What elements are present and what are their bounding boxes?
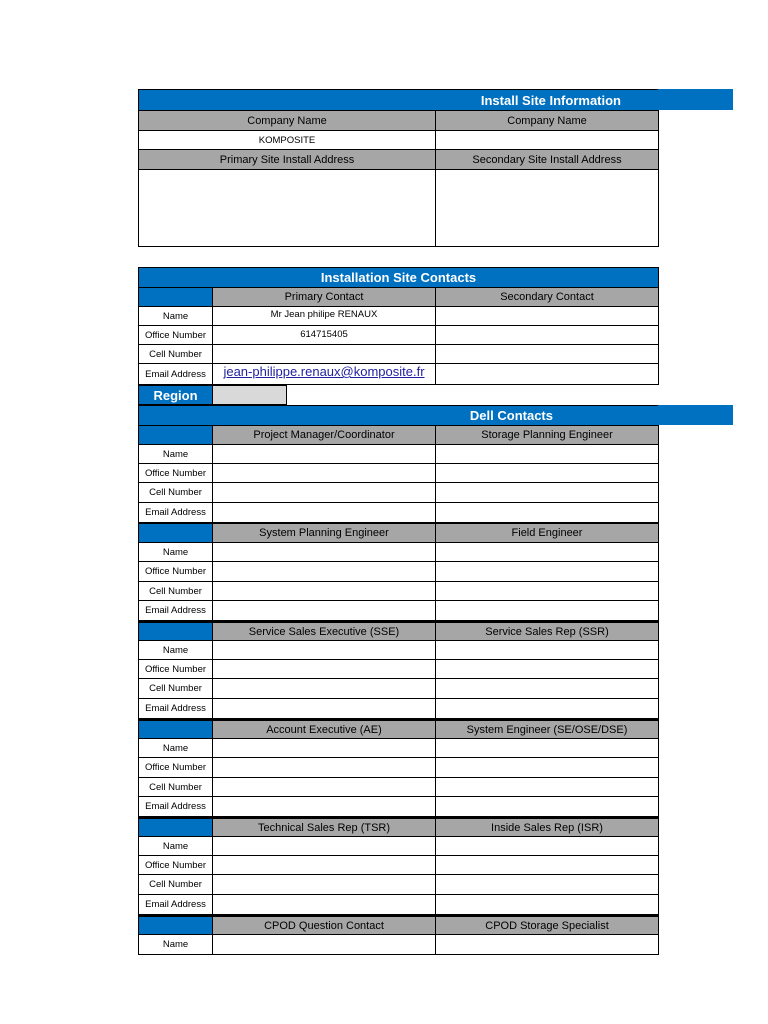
project-manager-email-field[interactable]: [212, 502, 436, 523]
primary-contact-email-field[interactable]: [212, 363, 436, 385]
isr-email-field[interactable]: [435, 894, 659, 915]
primary-contact-email-link[interactable]: jean-philippe.renaux@komposite.fr: [223, 364, 425, 379]
se-office-field[interactable]: [435, 757, 659, 778]
dell-contacts-title-extension: [658, 405, 733, 425]
secondary-contact-name-field[interactable]: [435, 306, 659, 326]
field-engineer-name-field[interactable]: [435, 542, 659, 562]
site-contacts-title: Installation Site Contacts: [320, 270, 477, 285]
site-contacts-label-name: Name: [138, 306, 213, 326]
primary-address-field[interactable]: [138, 169, 436, 247]
secondary-address-header: Secondary Site Install Address: [435, 149, 659, 170]
install-site-title-bar: [138, 89, 659, 111]
row-label-name: Name: [138, 542, 213, 562]
role-header-cpod-storage-specialist: CPOD Storage Specialist: [435, 915, 659, 935]
dell-group-corner: [138, 817, 213, 837]
tsr-office-field[interactable]: [212, 855, 436, 875]
ae-cell-field[interactable]: [212, 777, 436, 797]
field-engineer-office-field[interactable]: [435, 561, 659, 582]
field-engineer-cell-field[interactable]: [435, 581, 659, 601]
ae-office-field[interactable]: [212, 757, 436, 778]
row-label-cell: Cell Number: [138, 482, 213, 503]
row-label-office: Office Number: [138, 659, 213, 679]
primary-address-header: Primary Site Install Address: [138, 149, 436, 170]
project-manager-office-field[interactable]: [212, 463, 436, 483]
system-planning-cell-field[interactable]: [212, 581, 436, 601]
row-label-office: Office Number: [138, 757, 213, 778]
row-label-email: Email Address: [138, 600, 213, 621]
role-header-system-planning-engineer: System Planning Engineer: [212, 523, 436, 543]
isr-office-field[interactable]: [435, 855, 659, 875]
project-manager-cell-field[interactable]: [212, 482, 436, 503]
site-contacts-label-cell: Cell Number: [138, 344, 213, 364]
storage-planning-email-field[interactable]: [435, 502, 659, 523]
role-header-service-sales-rep: Service Sales Rep (SSR): [435, 621, 659, 641]
secondary-contact-header: Secondary Contact: [435, 287, 659, 307]
row-label-email: Email Address: [138, 796, 213, 817]
role-header-technical-sales-rep: Technical Sales Rep (TSR): [212, 817, 436, 837]
row-label-office: Office Number: [138, 561, 213, 582]
row-label-name: Name: [138, 934, 213, 955]
role-header-service-sales-executive: Service Sales Executive (SSE): [212, 621, 436, 641]
row-label-cell: Cell Number: [138, 777, 213, 797]
role-header-inside-sales-rep: Inside Sales Rep (ISR): [435, 817, 659, 837]
secondary-contact-email-field[interactable]: [435, 363, 659, 385]
tsr-email-field[interactable]: [212, 894, 436, 915]
region-label: Region: [138, 385, 213, 405]
ssr-email-field[interactable]: [435, 698, 659, 719]
region-field[interactable]: [212, 385, 287, 405]
dell-group-corner: [138, 915, 213, 935]
system-planning-email-field[interactable]: [212, 600, 436, 621]
field-engineer-email-field[interactable]: [435, 600, 659, 621]
isr-name-field[interactable]: [435, 836, 659, 856]
dell-contacts-title: Dell Contacts: [469, 408, 553, 423]
row-label-email: Email Address: [138, 502, 213, 523]
row-label-office: Office Number: [138, 855, 213, 875]
install-site-title-extension: [658, 89, 733, 110]
row-label-name: Name: [138, 444, 213, 464]
secondary-contact-cell-field[interactable]: [435, 344, 659, 364]
site-contacts-label-email: Email Address: [138, 363, 213, 385]
row-label-name: Name: [138, 836, 213, 856]
role-header-storage-planning-engineer: Storage Planning Engineer: [435, 425, 659, 445]
dell-group-corner: [138, 719, 213, 739]
ssr-office-field[interactable]: [435, 659, 659, 679]
ae-name-field[interactable]: [212, 738, 436, 758]
sse-office-field[interactable]: [212, 659, 436, 679]
sse-name-field[interactable]: [212, 640, 436, 660]
system-planning-office-field[interactable]: [212, 561, 436, 582]
row-label-email: Email Address: [138, 698, 213, 719]
company-name-secondary-field[interactable]: [435, 130, 659, 150]
ae-email-field[interactable]: [212, 796, 436, 817]
company-name-header-secondary: Company Name: [435, 110, 659, 131]
project-manager-name-field[interactable]: [212, 444, 436, 464]
dell-contacts-title-bar: [138, 405, 659, 426]
dell-group-corner: [138, 621, 213, 641]
dell-group-corner: [138, 425, 213, 445]
se-cell-field[interactable]: [435, 777, 659, 797]
sse-cell-field[interactable]: [212, 678, 436, 699]
row-label-name: Name: [138, 738, 213, 758]
tsr-name-field[interactable]: [212, 836, 436, 856]
site-contacts-label-office: Office Number: [138, 325, 213, 345]
ssr-cell-field[interactable]: [435, 678, 659, 699]
company-name-header-primary: Company Name: [138, 110, 436, 131]
role-header-account-executive: Account Executive (AE): [212, 719, 436, 739]
storage-planning-office-field[interactable]: [435, 463, 659, 483]
tsr-cell-field[interactable]: [212, 874, 436, 895]
company-name-primary-field[interactable]: KOMPOSITE: [138, 130, 436, 150]
install-site-title: Install Site Information: [480, 92, 621, 108]
primary-contact-office-field[interactable]: 614715405: [212, 325, 436, 345]
ssr-name-field[interactable]: [435, 640, 659, 660]
cpod-storage-name-field[interactable]: [435, 934, 659, 955]
system-planning-name-field[interactable]: [212, 542, 436, 562]
storage-planning-name-field[interactable]: [435, 444, 659, 464]
cpod-question-name-field[interactable]: [212, 934, 436, 955]
role-header-system-engineer: System Engineer (SE/OSE/DSE): [435, 719, 659, 739]
role-header-cpod-question-contact: CPOD Question Contact: [212, 915, 436, 935]
install-site-section: [0, 0, 768, 250]
row-label-cell: Cell Number: [138, 678, 213, 699]
storage-planning-cell-field[interactable]: [435, 482, 659, 503]
secondary-contact-office-field[interactable]: [435, 325, 659, 345]
se-name-field[interactable]: [435, 738, 659, 758]
site-contacts-corner: [138, 287, 213, 307]
primary-contact-name-field[interactable]: Mr Jean philipe RENAUX: [212, 306, 436, 326]
row-label-email: Email Address: [138, 894, 213, 915]
row-label-cell: Cell Number: [138, 581, 213, 601]
primary-contact-header: Primary Contact: [212, 287, 436, 307]
dell-group-corner: [138, 523, 213, 543]
secondary-address-field[interactable]: [435, 169, 659, 247]
sse-email-field[interactable]: [212, 698, 436, 719]
row-label-office: Office Number: [138, 463, 213, 483]
se-email-field[interactable]: [435, 796, 659, 817]
site-contacts-title-bar: [138, 267, 659, 288]
isr-cell-field[interactable]: [435, 874, 659, 895]
role-header-project-manager: Project Manager/Coordinator: [212, 425, 436, 445]
primary-contact-cell-field[interactable]: [212, 344, 436, 364]
role-header-field-engineer: Field Engineer: [435, 523, 659, 543]
row-label-cell: Cell Number: [138, 874, 213, 895]
row-label-name: Name: [138, 640, 213, 660]
